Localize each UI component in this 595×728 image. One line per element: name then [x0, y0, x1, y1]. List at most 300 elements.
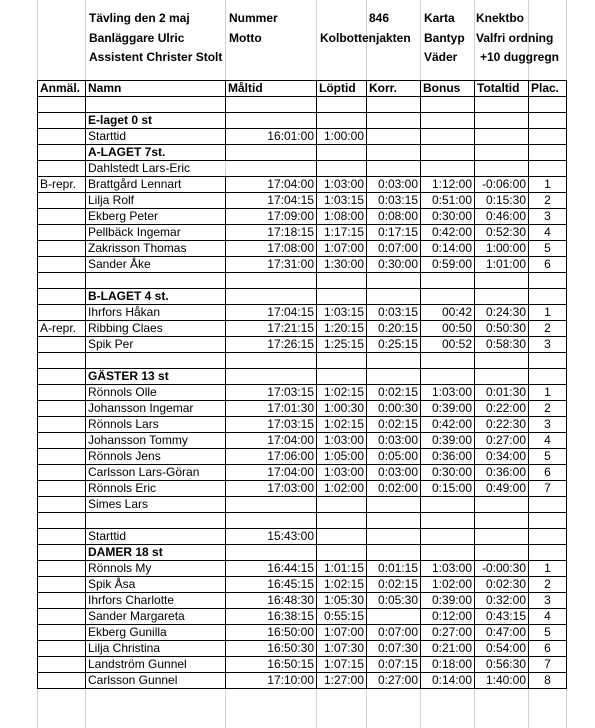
cell-maltid: 17:04:15: [226, 193, 317, 209]
section-title: E-laget 0 st: [86, 113, 226, 129]
cell-korr: [367, 129, 421, 145]
cell-anmal: [38, 433, 86, 449]
assistant: Assistent Christer Stolt: [89, 50, 223, 64]
column-header-loptid: Löptid: [317, 81, 367, 97]
cell-bonus: [421, 497, 475, 513]
column-header-plac: Plac.: [529, 81, 567, 97]
table-row: [38, 193, 567, 209]
table-row: [38, 417, 567, 433]
table-row: [38, 673, 567, 689]
cell-loptid: 1:01:15: [317, 561, 367, 577]
cell-empty: [529, 369, 567, 385]
cell-namn: Ihrfors Håkan: [86, 305, 226, 321]
cell-anmal: [38, 305, 86, 321]
table-row: [38, 401, 567, 417]
cell-korr: 0:03:15: [367, 193, 421, 209]
cell-maltid: 17:04:00: [226, 433, 317, 449]
cell-anmal: [38, 577, 86, 593]
cell-plac: [529, 161, 567, 177]
cell-empty: [475, 145, 529, 161]
cell-anmal: [38, 161, 86, 177]
table-row: [38, 529, 567, 545]
cell-bonus: 00:52: [421, 337, 475, 353]
cell-plac: 1: [529, 385, 567, 401]
cell-totaltid: 0:58:30: [475, 337, 529, 353]
cell-empty: [529, 97, 567, 113]
cell-maltid: 17:04:15: [226, 305, 317, 321]
cell-empty: [367, 369, 421, 385]
cell-plac: 4: [529, 225, 567, 241]
cell-empty: [317, 513, 367, 529]
cell-loptid: [317, 161, 367, 177]
cell-bonus: 0:30:00: [421, 465, 475, 481]
cell-maltid: [226, 497, 317, 513]
cell-empty: [226, 369, 317, 385]
cell-loptid: 1:07:30: [317, 641, 367, 657]
section-title: B-LAGET 4 st.: [86, 289, 226, 305]
cell-plac: [529, 497, 567, 513]
cell-korr: 0:17:15: [367, 225, 421, 241]
cell-empty: [421, 145, 475, 161]
cell-bonus: 0:39:00: [421, 433, 475, 449]
course-setter: Banläggare Ulric: [89, 31, 185, 45]
cell-loptid: 1:05:00: [317, 449, 367, 465]
cell-empty: [367, 145, 421, 161]
cell-plac: 6: [529, 465, 567, 481]
cell-empty: [529, 273, 567, 289]
column-header-row: [38, 81, 567, 97]
section-header-row: [38, 545, 567, 561]
column-header-korr: Korr.: [367, 81, 421, 97]
cell-anmal: [38, 337, 86, 353]
cell-anmal: A-repr.: [38, 321, 86, 337]
cell-namn: Simes Lars: [86, 497, 226, 513]
cell-plac: 1: [529, 305, 567, 321]
cell-totaltid: [475, 497, 529, 513]
cell-empty: [226, 513, 317, 529]
cell-maltid: 17:03:15: [226, 385, 317, 401]
cell-empty: [86, 273, 226, 289]
cell-korr: [367, 497, 421, 513]
cell-anmal: B-repr.: [38, 177, 86, 193]
cell-namn: Starttid: [86, 129, 226, 145]
table-row: [38, 433, 567, 449]
cell-empty: [38, 113, 86, 129]
cell-empty: [317, 369, 367, 385]
cell-totaltid: -0:00:30: [475, 561, 529, 577]
cell-empty: [367, 113, 421, 129]
table-row: [38, 593, 567, 609]
cell-totaltid: 0:34:00: [475, 449, 529, 465]
cell-empty: [38, 289, 86, 305]
cell-anmal: [38, 417, 86, 433]
cell-loptid: 1:02:15: [317, 385, 367, 401]
cell-plac: 2: [529, 193, 567, 209]
cell-namn: Rönnols Lars: [86, 417, 226, 433]
cell-empty: [475, 273, 529, 289]
cell-namn: Zakrisson Thomas: [86, 241, 226, 257]
cell-namn: Brattgård Lennart: [86, 177, 226, 193]
cell-bonus: 0:39:00: [421, 401, 475, 417]
cell-maltid: 17:31:00: [226, 257, 317, 273]
cell-namn: Sander Åke: [86, 257, 226, 273]
cell-plac: 1: [529, 177, 567, 193]
cell-korr: [367, 161, 421, 177]
cell-empty: [38, 513, 86, 529]
cell-empty: [529, 353, 567, 369]
cell-bonus: 0:21:00: [421, 641, 475, 657]
cell-maltid: 17:26:15: [226, 337, 317, 353]
cell-loptid: 1:27:00: [317, 673, 367, 689]
cell-namn: Rönnols Jens: [86, 449, 226, 465]
cell-loptid: [317, 497, 367, 513]
section-title: A-LAGET 7st.: [86, 145, 226, 161]
cell-totaltid: 0:22:30: [475, 417, 529, 433]
cell-empty: [317, 145, 367, 161]
cell-namn: Ihrfors Charlotte: [86, 593, 226, 609]
table-row: [38, 241, 567, 257]
cell-maltid: 15:43:00: [226, 529, 317, 545]
cell-empty: [317, 273, 367, 289]
cell-empty: [475, 113, 529, 129]
cell-empty: [38, 353, 86, 369]
cell-totaltid: 0:47:00: [475, 625, 529, 641]
weather-value: +10 duggregn: [480, 50, 560, 64]
cell-namn: Rönnols My: [86, 561, 226, 577]
blank-row: [38, 353, 567, 369]
info-header: [0, 0, 595, 80]
cell-loptid: 1:03:00: [317, 465, 367, 481]
cell-empty: [421, 273, 475, 289]
cell-empty: [367, 545, 421, 561]
cell-namn: Starttid: [86, 529, 226, 545]
cell-totaltid: 0:02:30: [475, 577, 529, 593]
cell-plac: 3: [529, 593, 567, 609]
cell-korr: 0:20:15: [367, 321, 421, 337]
cell-totaltid: 0:15:30: [475, 193, 529, 209]
column-header-namn: Namn: [86, 81, 226, 97]
cell-bonus: 0:42:00: [421, 417, 475, 433]
cell-maltid: 17:06:00: [226, 449, 317, 465]
cell-totaltid: 0:46:00: [475, 209, 529, 225]
cell-totaltid: 0:56:30: [475, 657, 529, 673]
cell-empty: [421, 113, 475, 129]
cell-empty: [367, 273, 421, 289]
course-type-value: Valfri ordning: [476, 31, 554, 45]
number-value: 846: [369, 11, 390, 25]
cell-empty: [475, 369, 529, 385]
cell-empty: [317, 97, 367, 113]
table-row: [38, 337, 567, 353]
cell-bonus: 0:59:00: [421, 257, 475, 273]
competition-title: Tävling den 2 maj: [89, 11, 190, 25]
cell-empty: [317, 289, 367, 305]
cell-anmal: [38, 193, 86, 209]
cell-loptid: 1:25:15: [317, 337, 367, 353]
cell-bonus: 00:50: [421, 321, 475, 337]
cell-bonus: 1:03:00: [421, 561, 475, 577]
cell-bonus: 0:30:00: [421, 209, 475, 225]
cell-anmal: [38, 561, 86, 577]
cell-maltid: 17:18:15: [226, 225, 317, 241]
cell-korr: 0:07:30: [367, 641, 421, 657]
cell-empty: [529, 289, 567, 305]
cell-maltid: 17:08:00: [226, 241, 317, 257]
cell-loptid: 1:05:30: [317, 593, 367, 609]
cell-bonus: 00:42: [421, 305, 475, 321]
cell-loptid: 1:07:00: [317, 625, 367, 641]
cell-korr: 0:03:00: [367, 465, 421, 481]
cell-empty: [317, 353, 367, 369]
cell-bonus: 0:39:00: [421, 593, 475, 609]
map-label: Karta: [424, 11, 455, 25]
cell-anmal: [38, 673, 86, 689]
cell-empty: [226, 289, 317, 305]
cell-empty: [86, 97, 226, 113]
results-table: [37, 80, 567, 689]
cell-korr: 0:07:00: [367, 241, 421, 257]
cell-empty: [317, 545, 367, 561]
cell-namn: Carlsson Lars-Göran: [86, 465, 226, 481]
motto-label: Motto: [229, 31, 262, 45]
column-header-bonus: Bonus: [421, 81, 475, 97]
cell-loptid: 1:07:00: [317, 241, 367, 257]
cell-bonus: 1:03:00: [421, 385, 475, 401]
cell-maltid: 17:03:15: [226, 417, 317, 433]
cell-namn: Ekberg Peter: [86, 209, 226, 225]
table-row: [38, 561, 567, 577]
table-row: [38, 497, 567, 513]
cell-empty: [475, 513, 529, 529]
cell-empty: [226, 145, 317, 161]
cell-anmal: [38, 465, 86, 481]
cell-empty: [367, 289, 421, 305]
cell-loptid: [317, 529, 367, 545]
cell-namn: Rönnols Eric: [86, 481, 226, 497]
cell-empty: [529, 145, 567, 161]
cell-loptid: 1:00:30: [317, 401, 367, 417]
cell-korr: 0:00:30: [367, 401, 421, 417]
cell-namn: Rönnols Olle: [86, 385, 226, 401]
blank-row: [38, 273, 567, 289]
cell-totaltid: 0:50:30: [475, 321, 529, 337]
number-label: Nummer: [229, 11, 278, 25]
cell-empty: [226, 113, 317, 129]
cell-totaltid: 1:40:00: [475, 673, 529, 689]
section-title: DAMER 18 st: [86, 545, 226, 561]
table-row: [38, 641, 567, 657]
column-header-totaltid: Totaltid: [475, 81, 529, 97]
cell-plac: 2: [529, 577, 567, 593]
cell-empty: [475, 289, 529, 305]
cell-totaltid: 0:32:00: [475, 593, 529, 609]
cell-plac: 5: [529, 241, 567, 257]
cell-anmal: [38, 225, 86, 241]
column-header-maltid: Måltid: [226, 81, 317, 97]
cell-anmal: [38, 385, 86, 401]
cell-namn: Landström Gunnel: [86, 657, 226, 673]
cell-totaltid: 0:36:00: [475, 465, 529, 481]
cell-maltid: 16:50:00: [226, 625, 317, 641]
cell-empty: [38, 97, 86, 113]
cell-empty: [529, 113, 567, 129]
cell-loptid: 1:30:00: [317, 257, 367, 273]
section-header-row: [38, 145, 567, 161]
cell-loptid: 1:00:00: [317, 129, 367, 145]
cell-anmal: [38, 625, 86, 641]
cell-loptid: 1:03:15: [317, 305, 367, 321]
cell-maltid: 16:01:00: [226, 129, 317, 145]
cell-totaltid: 0:22:00: [475, 401, 529, 417]
cell-empty: [38, 145, 86, 161]
cell-empty: [421, 369, 475, 385]
cell-bonus: 0:51:00: [421, 193, 475, 209]
cell-bonus: [421, 129, 475, 145]
cell-anmal: [38, 209, 86, 225]
cell-anmal: [38, 257, 86, 273]
table-row: [38, 465, 567, 481]
blank-row: [38, 513, 567, 529]
cell-maltid: 16:50:15: [226, 657, 317, 673]
cell-korr: 0:02:15: [367, 417, 421, 433]
cell-loptid: 1:03:15: [317, 193, 367, 209]
cell-totaltid: [475, 529, 529, 545]
cell-anmal: [38, 641, 86, 657]
map-value: Knektbo: [476, 11, 524, 25]
cell-empty: [226, 353, 317, 369]
cell-maltid: 16:38:15: [226, 609, 317, 625]
cell-plac: 1: [529, 561, 567, 577]
cell-empty: [38, 369, 86, 385]
cell-korr: [367, 609, 421, 625]
cell-loptid: 1:08:00: [317, 209, 367, 225]
cell-maltid: 16:48:30: [226, 593, 317, 609]
cell-bonus: 0:14:00: [421, 241, 475, 257]
cell-korr: 0:25:15: [367, 337, 421, 353]
cell-plac: 5: [529, 625, 567, 641]
cell-plac: [529, 529, 567, 545]
cell-empty: [317, 113, 367, 129]
cell-plac: 7: [529, 657, 567, 673]
cell-korr: 0:02:15: [367, 577, 421, 593]
cell-anmal: [38, 657, 86, 673]
table-row: [38, 225, 567, 241]
cell-totaltid: -0:06:00: [475, 177, 529, 193]
cell-maltid: [226, 161, 317, 177]
cell-empty: [86, 353, 226, 369]
cell-empty: [367, 353, 421, 369]
cell-totaltid: [475, 161, 529, 177]
cell-korr: [367, 529, 421, 545]
cell-anmal: [38, 497, 86, 513]
cell-totaltid: 0:54:00: [475, 641, 529, 657]
cell-namn: Johansson Ingemar: [86, 401, 226, 417]
cell-empty: [475, 353, 529, 369]
cell-loptid: 1:17:15: [317, 225, 367, 241]
cell-plac: 7: [529, 481, 567, 497]
cell-korr: 0:05:00: [367, 449, 421, 465]
cell-empty: [38, 273, 86, 289]
cell-anmal: [38, 449, 86, 465]
cell-anmal: [38, 481, 86, 497]
cell-plac: 8: [529, 673, 567, 689]
cell-korr: 0:03:00: [367, 433, 421, 449]
cell-totaltid: 1:01:00: [475, 257, 529, 273]
table-row: [38, 161, 567, 177]
table-row: [38, 449, 567, 465]
cell-bonus: 0:14:00: [421, 673, 475, 689]
cell-loptid: 0:55:15: [317, 609, 367, 625]
cell-korr: 0:03:00: [367, 177, 421, 193]
cell-loptid: 1:02:15: [317, 417, 367, 433]
table-row: [38, 321, 567, 337]
cell-namn: Pellbäck Ingemar: [86, 225, 226, 241]
cell-empty: [529, 513, 567, 529]
cell-loptid: 1:03:00: [317, 177, 367, 193]
cell-maltid: 17:01:30: [226, 401, 317, 417]
cell-anmal: [38, 609, 86, 625]
cell-maltid: 17:21:15: [226, 321, 317, 337]
cell-namn: Carlsson Gunnel: [86, 673, 226, 689]
cell-plac: 4: [529, 609, 567, 625]
cell-korr: 0:02:00: [367, 481, 421, 497]
cell-bonus: 1:02:00: [421, 577, 475, 593]
cell-maltid: 17:04:00: [226, 177, 317, 193]
column-header-anmal: Anmäl.: [38, 81, 86, 97]
cell-korr: 0:07:15: [367, 657, 421, 673]
cell-namn: Lilja Rolf: [86, 193, 226, 209]
cell-totaltid: 0:43:15: [475, 609, 529, 625]
cell-plac: 3: [529, 209, 567, 225]
cell-maltid: 16:45:15: [226, 577, 317, 593]
cell-bonus: 0:15:00: [421, 481, 475, 497]
cell-plac: 6: [529, 257, 567, 273]
cell-bonus: [421, 161, 475, 177]
table-row: [38, 305, 567, 321]
cell-namn: Sander Margareta: [86, 609, 226, 625]
table-row: [38, 481, 567, 497]
cell-korr: 0:01:15: [367, 561, 421, 577]
cell-loptid: 1:20:15: [317, 321, 367, 337]
cell-anmal: [38, 529, 86, 545]
cell-anmal: [38, 593, 86, 609]
cell-empty: [529, 545, 567, 561]
section-title: GÄSTER 13 st: [86, 369, 226, 385]
cell-korr: 0:27:00: [367, 673, 421, 689]
table-row: [38, 209, 567, 225]
cell-empty: [226, 97, 317, 113]
course-type-label: Bantyp: [424, 31, 465, 45]
cell-namn: Lilja Christina: [86, 641, 226, 657]
cell-anmal: [38, 129, 86, 145]
table-row: [38, 385, 567, 401]
cell-korr: 0:08:00: [367, 209, 421, 225]
cell-maltid: 16:50:30: [226, 641, 317, 657]
table-row: [38, 657, 567, 673]
table-row: [38, 257, 567, 273]
cell-empty: [367, 97, 421, 113]
cell-bonus: 0:27:00: [421, 625, 475, 641]
cell-empty: [38, 545, 86, 561]
cell-maltid: 16:44:15: [226, 561, 317, 577]
cell-plac: 3: [529, 337, 567, 353]
cell-maltid: 17:03:00: [226, 481, 317, 497]
cell-loptid: 1:03:00: [317, 433, 367, 449]
cell-empty: [421, 353, 475, 369]
table-row: [38, 625, 567, 641]
cell-empty: [421, 513, 475, 529]
cell-namn: Dahlstedt Lars-Eric: [86, 161, 226, 177]
